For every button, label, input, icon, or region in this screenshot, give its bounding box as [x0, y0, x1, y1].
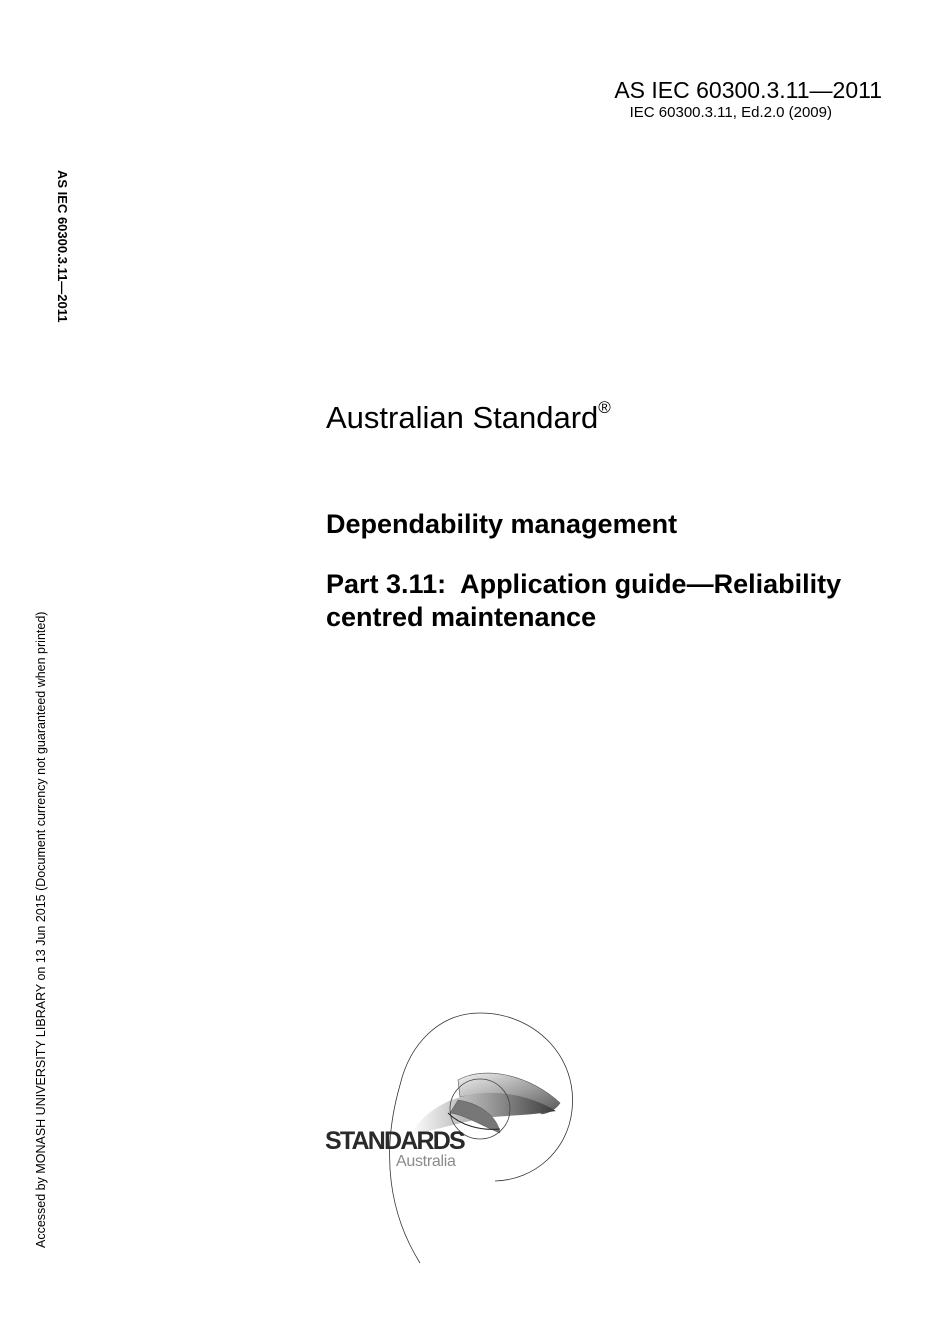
access-notice [18, 590, 48, 1250]
series-name: Australian Standard [326, 400, 599, 435]
access-notice-text: Accessed by MONASH UNIVERSITY LIBRARY on 13 Jun 2015 (Document currency not guaranteed when printed) [34, 611, 48, 1248]
series-heading [326, 400, 611, 436]
logo-wordmark: STANDARDS [325, 1127, 464, 1155]
spine-text: AS IEC 60300.3.11—2011 [55, 170, 70, 323]
standard-number: AS IEC 60300.3.11—2011 [614, 77, 882, 103]
registered-mark: ® [598, 398, 611, 417]
logo-subtitle: Australia [396, 1153, 456, 1170]
part-title: Part 3.11: Application guide—Reliability centred maintenance [326, 569, 842, 632]
iec-reference: IEC 60300.3.11, Ed.2.0 (2009) [629, 104, 832, 121]
spine-label [52, 170, 78, 360]
document-title: Dependability management [326, 509, 678, 539]
